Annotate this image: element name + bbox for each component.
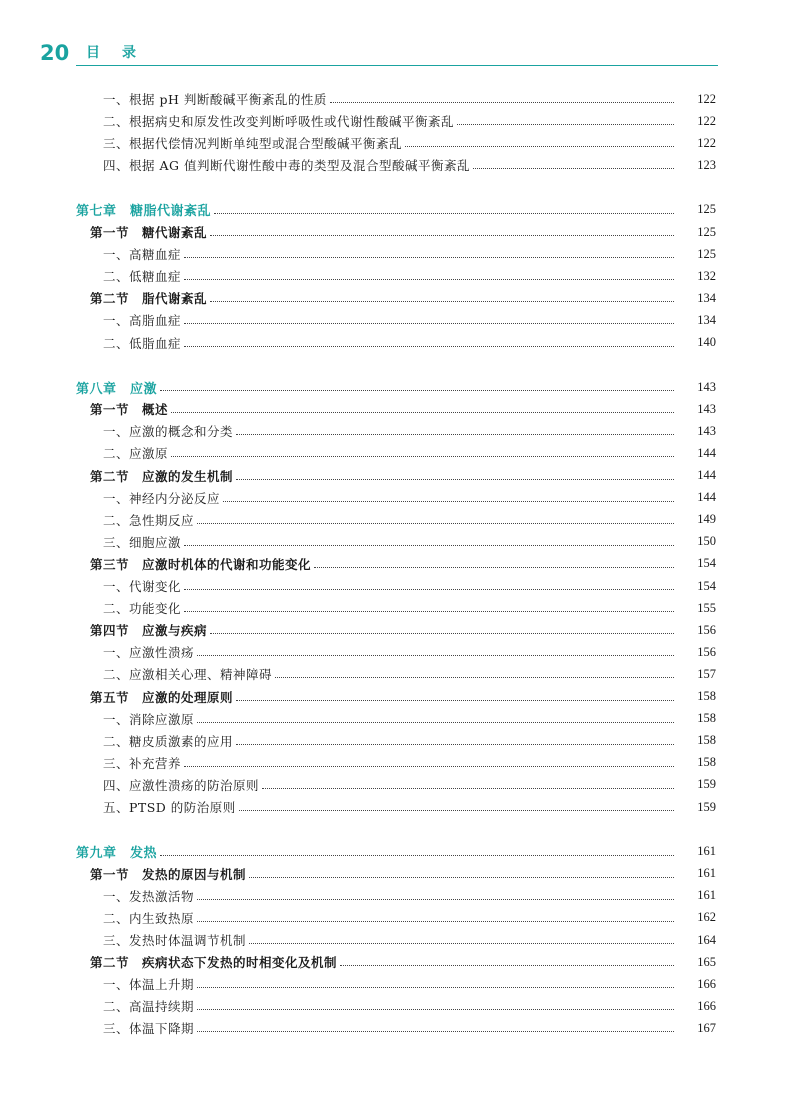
toc-entry-page: 134 (697, 312, 716, 327)
toc-entry-page: 156 (697, 622, 716, 637)
toc-entry-title: 三、根据代偿情况判断单纯型或混合型酸碱平衡紊乱 (103, 136, 403, 152)
toc-entry-page: 143 (697, 401, 716, 416)
page-title: 目录 (86, 45, 158, 61)
toc-entry-page: 154 (697, 556, 716, 571)
dot-leader (457, 123, 674, 125)
toc-entry-title: 第二节 疾病状态下发热的时相变化及机制 (90, 955, 338, 971)
dot-leader (197, 1030, 674, 1032)
toc-item (0, 597, 800, 619)
dot-leader (236, 478, 674, 480)
toc-item (0, 442, 800, 464)
toc-entry-title: 一、神经内分泌反应 (103, 490, 221, 506)
toc-entry-title: 第一节 发热的原因与机制 (90, 866, 247, 882)
toc-item (0, 1017, 800, 1039)
toc-entry-page: 156 (697, 644, 716, 659)
toc-entry-page: 162 (697, 910, 716, 925)
toc-entry-title: 四、应激性溃疡的防治原则 (103, 777, 260, 793)
toc-section (0, 221, 800, 243)
dot-leader (197, 920, 674, 922)
toc-entry-page: 165 (697, 954, 716, 969)
toc-item (0, 265, 800, 287)
toc-section (0, 465, 800, 487)
toc-entry-title: 二、应激相关心理、精神障碍 (103, 667, 273, 683)
toc-entry-page: 158 (697, 755, 716, 770)
toc-item (0, 929, 800, 951)
toc-item (0, 663, 800, 685)
toc-item (0, 885, 800, 907)
toc-entry-title: 一、应激性溃疡 (103, 645, 195, 661)
toc-entry-title: 一、高脂血症 (103, 313, 182, 329)
toc-item (0, 774, 800, 796)
toc-entry-title: 二、急性期反应 (103, 512, 195, 528)
toc-section (0, 686, 800, 708)
dot-leader (262, 787, 674, 789)
toc-item (0, 907, 800, 929)
toc-entry-page: 122 (697, 135, 716, 150)
toc-item (0, 110, 800, 132)
toc-entry-title: 二、糖皮质激素的应用 (103, 733, 234, 749)
toc-item (0, 531, 800, 553)
toc-item (0, 575, 800, 597)
dot-leader (160, 389, 674, 391)
dot-leader (160, 854, 674, 856)
toc-entry-title: 第五节 应激的处理原则 (90, 689, 234, 705)
toc-entry-page: 122 (697, 113, 716, 128)
dot-leader (184, 322, 674, 324)
toc-entry-title: 第二节 脂代谢紊乱 (90, 291, 208, 307)
toc-entry-page: 158 (697, 689, 716, 703)
toc-entry-title: 二、应激原 (103, 446, 169, 462)
toc-entry-page: 159 (697, 777, 716, 792)
dot-leader (236, 433, 674, 435)
dot-leader (197, 898, 674, 900)
dot-leader (171, 455, 674, 457)
toc-entry-title: 二、根据病史和原发性改变判断呼吸性或代谢性酸碱平衡紊乱 (103, 114, 455, 130)
toc-section (0, 398, 800, 420)
toc-entry-title: 二、功能变化 (103, 601, 182, 617)
toc-entry-page: 159 (697, 799, 716, 814)
dot-leader (184, 610, 674, 612)
toc-entry-title: 一、体温上升期 (103, 977, 195, 993)
dot-leader (171, 411, 674, 413)
dot-leader (236, 699, 674, 701)
toc-section (0, 553, 800, 575)
toc-entry-title: 一、消除应激原 (103, 711, 195, 727)
toc-entry-page: 123 (697, 157, 716, 172)
toc-entry-page: 144 (697, 468, 716, 482)
toc-item (0, 641, 800, 663)
toc-item (0, 509, 800, 531)
toc-entry-page: 166 (697, 998, 716, 1013)
toc-entry-title: 三、补充营养 (103, 755, 182, 771)
toc-entry-title: 二、低脂血症 (103, 335, 182, 351)
toc-item (0, 973, 800, 995)
toc-entry-page: 154 (697, 578, 716, 593)
toc-entry-title: 第七章 糖脂代谢紊乱 (76, 204, 212, 220)
toc-entry-title: 三、发热时体温调节机制 (103, 933, 247, 948)
toc-entry-title: 第九章 发热 (76, 846, 158, 862)
dot-leader (184, 544, 674, 546)
toc-entry-page: 161 (697, 844, 716, 859)
toc-chapter (0, 841, 800, 863)
dot-leader (197, 1008, 674, 1010)
dot-leader (214, 212, 674, 214)
dot-leader (249, 942, 674, 944)
dot-leader (473, 167, 674, 169)
toc-entry-page: 157 (697, 666, 716, 681)
toc-entry-page: 143 (697, 379, 716, 394)
toc-entry-title: 二、高温持续期 (103, 999, 195, 1015)
toc-item (0, 995, 800, 1017)
toc-entry-page: 167 (697, 1020, 716, 1035)
toc-entry-page: 164 (697, 932, 716, 947)
toc-chapter (0, 199, 800, 221)
toc-entry-page: 125 (697, 224, 716, 239)
toc-chapter (0, 376, 800, 398)
dot-leader (184, 588, 674, 590)
dot-leader (223, 500, 674, 502)
toc-entry-title: 二、内生致热原 (103, 910, 195, 926)
toc-entry-title: 第四节 应激与疾病 (90, 623, 208, 639)
toc-entry-page: 134 (697, 290, 716, 305)
dot-leader (184, 345, 674, 347)
dot-leader (210, 300, 674, 302)
toc-entry-title: 一、代谢变化 (103, 579, 182, 594)
toc-section (0, 951, 800, 973)
toc-entry-page: 122 (697, 91, 716, 106)
toc-entry-page: 125 (697, 202, 716, 217)
toc-entry-page: 144 (697, 445, 716, 460)
toc-item (0, 154, 800, 176)
toc-entry-title: 第八章 应激 (76, 381, 158, 397)
dot-leader (197, 654, 674, 656)
toc-item (0, 243, 800, 265)
dot-leader (184, 256, 674, 258)
toc-item (0, 88, 800, 110)
toc-item (0, 420, 800, 442)
toc-entry-page: 140 (697, 335, 716, 349)
toc-entry-title: 第一节 糖代谢紊乱 (90, 225, 208, 240)
toc-entry-title: 一、发热激活物 (103, 888, 195, 904)
dot-leader (330, 101, 674, 103)
page-number: 20 (40, 41, 70, 65)
toc-entry-page: 155 (697, 600, 716, 615)
toc-entry-title: 三、细胞应激 (103, 534, 182, 550)
toc-item (0, 796, 800, 818)
dot-leader (210, 632, 674, 634)
toc-entry-title: 三、体温下降期 (103, 1021, 195, 1037)
toc-entry-title: 一、高糖血症 (103, 247, 182, 263)
toc-entry-page: 125 (697, 246, 716, 261)
toc-entry-title: 第一节 概述 (90, 402, 169, 418)
dot-leader (340, 964, 674, 966)
dot-leader (197, 986, 674, 988)
toc-entry-title: 四、根据 AG 值判断代谢性酸中毒的类型及混合型酸碱平衡紊乱 (103, 158, 470, 174)
toc-entry-page: 161 (697, 866, 716, 881)
toc-entry-page: 132 (697, 268, 716, 283)
toc-entry-page: 143 (697, 423, 716, 438)
dot-leader (236, 743, 674, 745)
toc-section (0, 287, 800, 309)
toc-entry-page: 166 (697, 976, 716, 991)
toc-section (0, 863, 800, 885)
toc-item (0, 309, 800, 331)
toc-entry-title: 一、应激的概念和分类 (103, 424, 234, 440)
dot-leader (314, 566, 674, 568)
toc-entry-page: 158 (697, 711, 716, 726)
toc-item (0, 752, 800, 774)
toc-item (0, 487, 800, 509)
dot-leader (184, 278, 674, 280)
toc-entry-title: 第三节 应激时机体的代谢和功能变化 (90, 556, 312, 572)
toc-entry-page: 150 (697, 534, 716, 549)
dot-leader (275, 676, 674, 678)
dot-leader (405, 145, 674, 147)
dot-leader (197, 522, 674, 524)
toc-entry-title: 二、低糖血症 (103, 269, 182, 285)
dot-leader (249, 876, 674, 878)
toc-item (0, 332, 800, 354)
toc-entry-page: 144 (697, 490, 716, 505)
toc-section (0, 619, 800, 641)
toc-item (0, 132, 800, 154)
dot-leader (184, 765, 674, 767)
toc-item (0, 708, 800, 730)
toc-entry-title: 五、PTSD 的防治原则 (103, 800, 236, 815)
toc-item (0, 730, 800, 752)
toc-entry-page: 158 (697, 733, 716, 748)
toc-entry-title: 一、根据 pH 判断酸碱平衡紊乱的性质 (103, 92, 327, 107)
dot-leader (239, 809, 674, 811)
toc-entry-page: 149 (697, 512, 716, 527)
toc-entry-page: 161 (697, 888, 716, 903)
toc-entry-title: 第二节 应激的发生机制 (90, 468, 234, 484)
dot-leader (197, 721, 674, 723)
dot-leader (210, 234, 674, 236)
